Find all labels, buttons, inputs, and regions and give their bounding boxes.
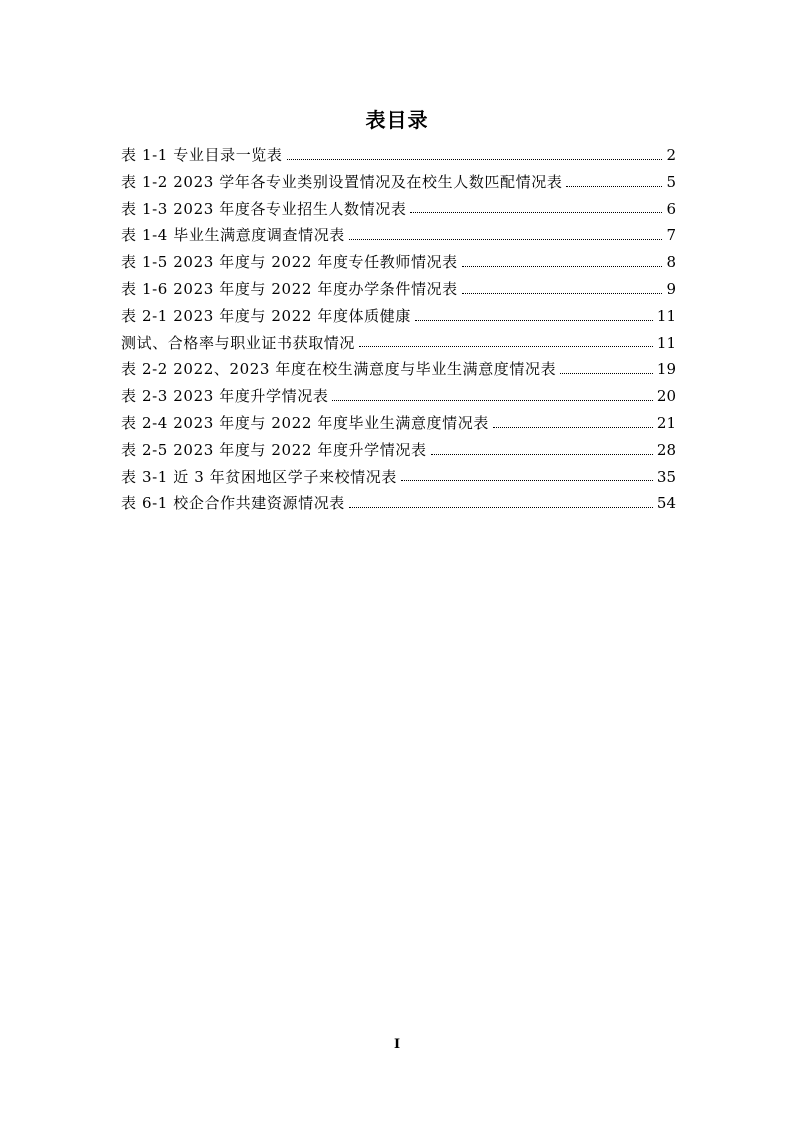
toc-entry[interactable] <box>121 196 676 223</box>
toc-leader-dots <box>560 373 653 374</box>
toc-entry-label: 表 1-3 2023 年度各专业招生人数情况表 <box>121 199 407 218</box>
toc-leader-dots <box>401 480 653 481</box>
toc-entry[interactable] <box>121 464 676 491</box>
toc-entry-label: 表 2-2 2022、2023 年度在校生满意度与毕业生满意度情况表 <box>121 360 557 379</box>
toc-entry[interactable] <box>121 276 676 303</box>
toc-entry[interactable] <box>121 303 676 330</box>
toc-leader-dots <box>287 159 663 160</box>
toc-leader-dots <box>359 346 653 347</box>
toc-entry[interactable] <box>121 169 676 196</box>
toc-entry-page: 11 <box>656 333 676 352</box>
toc-entry[interactable] <box>121 437 676 464</box>
toc-leader-dots <box>493 427 653 428</box>
toc-entry-label: 表 2-1 2023 年度与 2022 年度体质健康 <box>121 306 411 325</box>
page-number: I <box>393 1037 401 1052</box>
toc-entry-page: 21 <box>656 413 676 432</box>
toc-entry[interactable] <box>121 249 676 276</box>
toc-leader-dots <box>462 293 663 294</box>
toc-entry-page: 5 <box>666 172 676 191</box>
toc-entry[interactable] <box>121 330 676 357</box>
toc-entry-page: 8 <box>666 253 676 272</box>
toc-entry-page: 54 <box>656 494 676 513</box>
toc-entry-label: 表 1-4 毕业生满意度调查情况表 <box>121 226 345 245</box>
toc-entry-label: 表 2-4 2023 年度与 2022 年度毕业生满意度情况表 <box>121 413 489 432</box>
toc-leader-dots <box>349 239 663 240</box>
toc-entry-label: 表 2-5 2023 年度与 2022 年度升学情况表 <box>121 440 427 459</box>
toc-entry[interactable] <box>121 222 676 249</box>
toc-entry-page: 19 <box>656 360 676 379</box>
toc-entry-label: 测试、合格率与职业证书获取情况 <box>121 333 356 352</box>
page-title: 表目录 <box>365 108 429 132</box>
toc-leader-dots <box>349 507 653 508</box>
toc-leader-dots <box>462 266 663 267</box>
toc-entry-page: 20 <box>656 387 676 406</box>
table-of-tables <box>121 142 676 517</box>
toc-entry[interactable] <box>121 356 676 383</box>
toc-entry[interactable] <box>121 142 676 169</box>
toc-leader-dots <box>410 212 662 213</box>
toc-entry-page: 7 <box>666 226 676 245</box>
toc-entry-page: 28 <box>656 440 676 459</box>
toc-entry-page: 35 <box>656 467 676 486</box>
toc-entry[interactable] <box>121 410 676 437</box>
toc-entry-page: 2 <box>666 146 676 164</box>
toc-entry[interactable] <box>121 383 676 410</box>
toc-entry-label: 表 3-1 近 3 年贫困地区学子来校情况表 <box>121 467 397 486</box>
toc-entry-label: 表 1-5 2023 年度与 2022 年度专任教师情况表 <box>121 253 458 272</box>
toc-entry-label: 表 1-2 2023 学年各专业类别设置情况及在校生人数匹配情况表 <box>121 172 563 191</box>
toc-entry-page: 11 <box>656 306 676 325</box>
toc-entry-label: 表 1-6 2023 年度与 2022 年度办学条件情况表 <box>121 279 458 298</box>
toc-leader-dots <box>332 400 652 401</box>
toc-leader-dots <box>415 320 653 321</box>
toc-leader-dots <box>566 186 662 187</box>
toc-entry-label: 表 6-1 校企合作共建资源情况表 <box>121 494 345 513</box>
toc-entry[interactable] <box>121 490 676 517</box>
toc-entry-page: 9 <box>666 279 676 298</box>
toc-leader-dots <box>431 454 653 455</box>
toc-entry-label: 表 1-1 专业目录一览表 <box>121 146 283 164</box>
toc-entry-page: 6 <box>666 199 676 218</box>
toc-entry-label: 表 2-3 2023 年度升学情况表 <box>121 387 329 406</box>
